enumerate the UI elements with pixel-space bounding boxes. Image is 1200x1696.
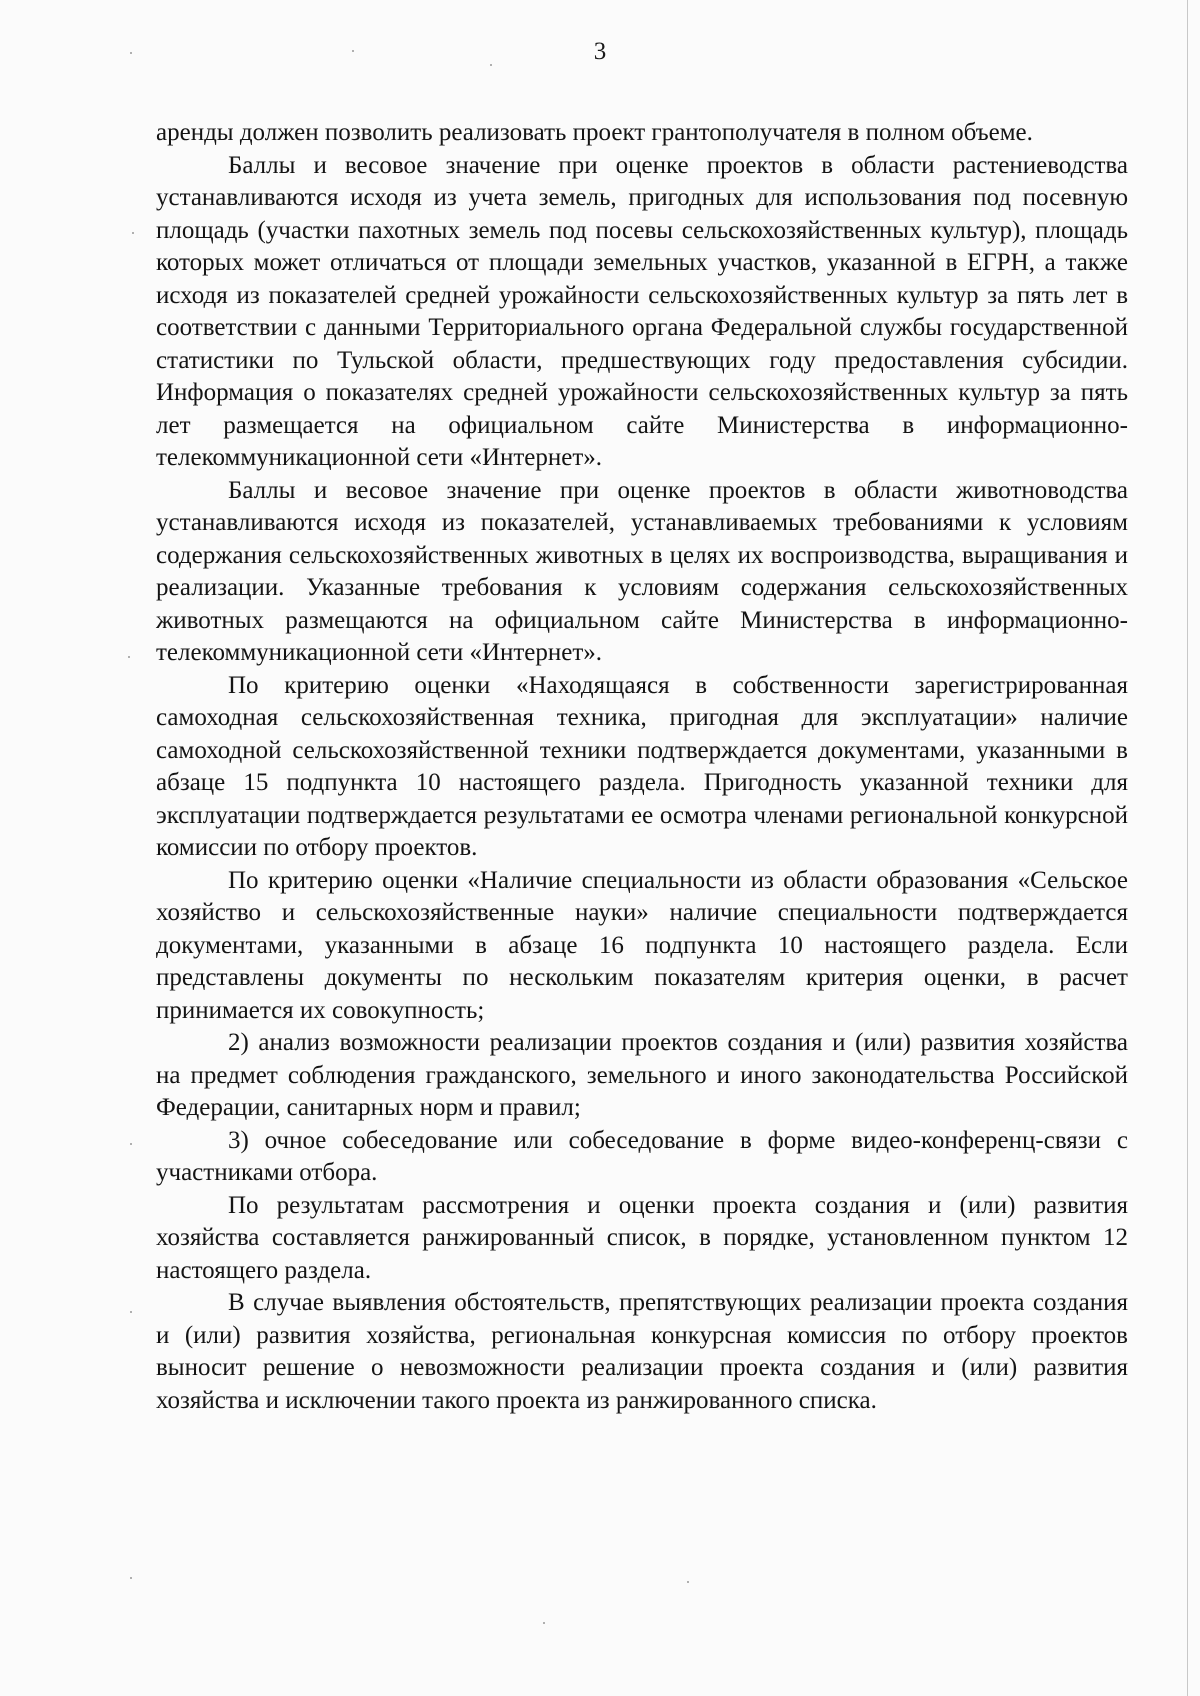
paragraph-1: аренды должен позволить реализовать проект грантополучателя в полном объеме. [156,119,1033,146]
scan-speck [130,1143,132,1145]
paragraph-9: В случае выявления обстоятельств, препятствующих реализации проекта создания и (или) развития хозяйства, региональная конкурсная комиссия по отбору проектов выносит решение о невозможности реализации проекта создания и (или) развития хозяйства и исключении такого проекта из ранжированного списка. [156,1289,1128,1414]
scan-speck [543,1622,545,1624]
paragraph-2: Баллы и весовое значение при оценке проектов в области растениеводства устанавливаются исходя из учета земель, пригодных для использования под посевную площадь (участки пахотных земель под посевы сельскохозяйственных культур), площадь которых может отличаться от площади земельных участков, указанной в ЕГРН, а также исходя из показателей средней урожайности сельскохозяйственных культур за пять лет в соответствии с данными Территориального органа Федеральной службы государственной статистики по Тульской области, предшествующих году предоставления субсидии. Информация о показателях средней урожайности сельскохозяйственных культур за пять лет размещается на официальном сайте Министерства в информационно-телекоммуникационной сети «Интернет». [156,151,1128,471]
scan-speck [352,50,354,52]
paragraph-6: 2) анализ возможности реализации проектов создания и (или) развития хозяйства на предмет соблюдения гражданского, земельного и иного законодательства Российской Федерации, санитарных норм и правил; [156,1029,1128,1121]
scan-speck [130,1577,132,1579]
scan-edge-line [1187,0,1188,1696]
paragraph-8: По результатам рассмотрения и оценки проекта создания и (или) развития хозяйства составляется ранжированный список, в порядке, установленном пунктом 12 настоящего раздела. [156,1191,1128,1284]
page-number: 3 [593,38,607,65]
scan-speck [132,232,134,234]
scan-speck [128,656,130,658]
paragraph-5: По критерию оценки «Наличие специальности из области образования «Сельское хозяйство и сельскохозяйственные науки» наличие специальности подтверждается документами, указанными в абзаце 16 подпункта 10 настоящего раздела. Если представлены документы по нескольким показателям критерия оценки, в расчет принимается их совокупность; [156,866,1128,1024]
scan-speck [687,1581,689,1583]
document-body [156,117,1128,1417]
paragraph-3: Баллы и весовое значение при оценке проектов в области животноводства устанавливаются исходя из показателей, устанавливаемых требованиями к условиям содержания сельскохозяйственных животных в целях их воспроизводства, выращивания и реализации. Указанные требования к условиям содержания сельскохозяйственных животных размещаются на официальном сайте Министерства в информационно-телекоммуникационной сети «Интернет». [156,476,1128,666]
scan-speck [130,52,132,54]
scan-speck [490,64,492,66]
paragraph-7: 3) очное собеседование или собеседование в форме видео-конференц-связи с участниками отбора. [156,1126,1128,1186]
paragraph-4: По критерию оценки «Находящаяся в собственности зарегистрированная самоходная сельскохозяйственная техника, пригодная для эксплуатации» наличие самоходной сельскохозяйственной техники подтверждается документами, указанными в абзаце 15 подпункта 10 настоящего раздела. Пригодность указанной техники для эксплуатации подтверждается результатами ее осмотра членами региональной конкурсной комиссии по отбору проектов. [156,671,1128,861]
scan-speck [130,1311,132,1313]
